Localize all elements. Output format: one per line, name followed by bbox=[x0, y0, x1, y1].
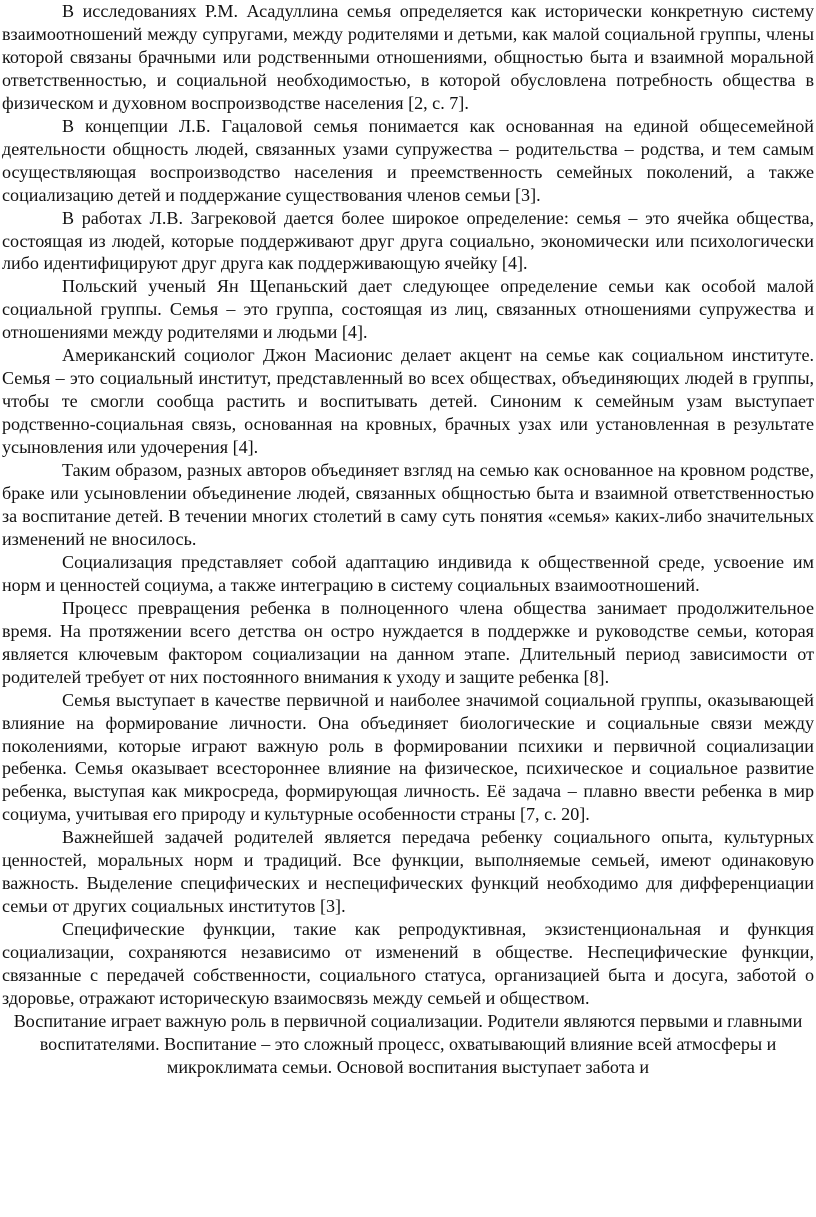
paragraph-functions: Специфические функции, такие как репродуктивная, экзистенциональная и функция социализации, сохраняются независимо от изменений в обществе. Неспецифические функции, связанные с передачей собственности, социального статуса, организацией быта и досуга, заботой о здоровье, отражают историческую взаимосвязь между семьей и обществом. bbox=[2, 919, 814, 1008]
paragraph-gatsalova: В концепции Л.Б. Гацаловой семья понимается как основанная на единой общесемейной деятельности общность людей, связанных узами супружества – родительства – родства, и тем самым осуществляющая воспроизводство населения и преемственность семейных поколений, а также социализацию детей и поддержание существования членов семьи [3]. bbox=[2, 115, 814, 205]
paragraph-parents-task: Важнейшей задачей родителей является передача ребенку социального опыта, культурных ценностей, моральных норм и традиций. Все функции, выполняемые семьей, имеют одинаковую важность. Выделение специфических и неспецифических функций необходимо для дифференциации семьи от других социальных институтов [3]. bbox=[2, 827, 814, 917]
paragraph-zagrekova: В работах Л.В. Загрековой дается более широкое определение: семья – это ячейка общества, состоящая из людей, которые поддерживают друг друга социально, экономически или психологически либо идентифицируют друг друга как поддерживающую ячейку [4]. bbox=[2, 207, 814, 274]
paragraph-macionis: Американский социолог Джон Масионис делает акцент на семье как социальном институте. Семья – это социальный институт, представленный во всех обществах, объединяющих людей в группы, чтобы те смогли сообща растить и воспитывать детей. Синоним к семейным узам выступает родственно-социальная связь, основанная на кровных, брачных узах или установленная в результате усыновления или удочерения [4]. bbox=[2, 345, 814, 458]
paragraph-summary: Таким образом, разных авторов объединяет взгляд на семью как основанное на кровном родстве, браке или усыновлении объединение людей, связанных общностью быта и взаимной ответственностью за воспитание детей. В течении многих столетий в саму суть понятия «семья» каких-либо значительных изменений не вносилось. bbox=[2, 460, 814, 549]
paragraph-szczepanski: Польский ученый Ян Щепаньский дает следующее определение семьи как особой малой социальной группы. Семья – это группа, состоящая из лиц, связанных отношениями супружества и отношениями между родителями и людьми [4]. bbox=[2, 276, 814, 343]
paragraph-family-primary-group: Семья выступает в качестве первичной и наиболее значимой социальной группы, оказывающей влияние на формирование личности. Она объединяет биологические и социальные связи между поколениями, которые играют важную роль в формировании психики и первичной социализации ребенка. Семья оказывает всестороннее влияние на физическое, психическое и социальное развитие ребенка, выступая как микросреда, формирующая личность. Её задача – плавно ввести ребенка в мир социума, учитывая его природу и культурные особенности страны [7, с. 20]. bbox=[2, 689, 814, 825]
paragraph-child-process: Процесс превращения ребенка в полноценного члена общества занимает продолжительное время. На протяжении всего детства он остро нуждается в поддержке и руководстве семьи, которая является ключевым фактором социализации на данном этапе. Длительный период зависимости от родителей требует от них постоянного внимания к уходу и защите ребенка [8]. bbox=[2, 597, 814, 687]
paragraph-socialization: Социализация представляет собой адаптацию индивида к общественной среде, усвоение им норм и ценностей социума, а также интеграцию в систему социальных взаимоотношений. bbox=[2, 551, 814, 595]
paragraph-asadullin: В исследованиях Р.М. Асадуллина семья определяется как исторически конкретную систему взаимоотношений между супругами, между родителями и детьми, как малой социальной группы, члены которой связаны брачными или родственными отношениями, общностью быта и взаимной моральной ответственностью, и социальной необходимостью, в которой обусловлена потребность общества в физическом и духовном воспроизводстве населения [2, с. 7]. bbox=[2, 1, 814, 113]
paragraph-upbringing: Воспитание играет важную роль в первичной социализации. Родители являются первыми и главными воспитателями. Воспитание – это сложный процесс, охватывающий влияние всей атмосферы и микроклимата семьи. Основой воспитания выступает забота и bbox=[13, 1010, 803, 1077]
